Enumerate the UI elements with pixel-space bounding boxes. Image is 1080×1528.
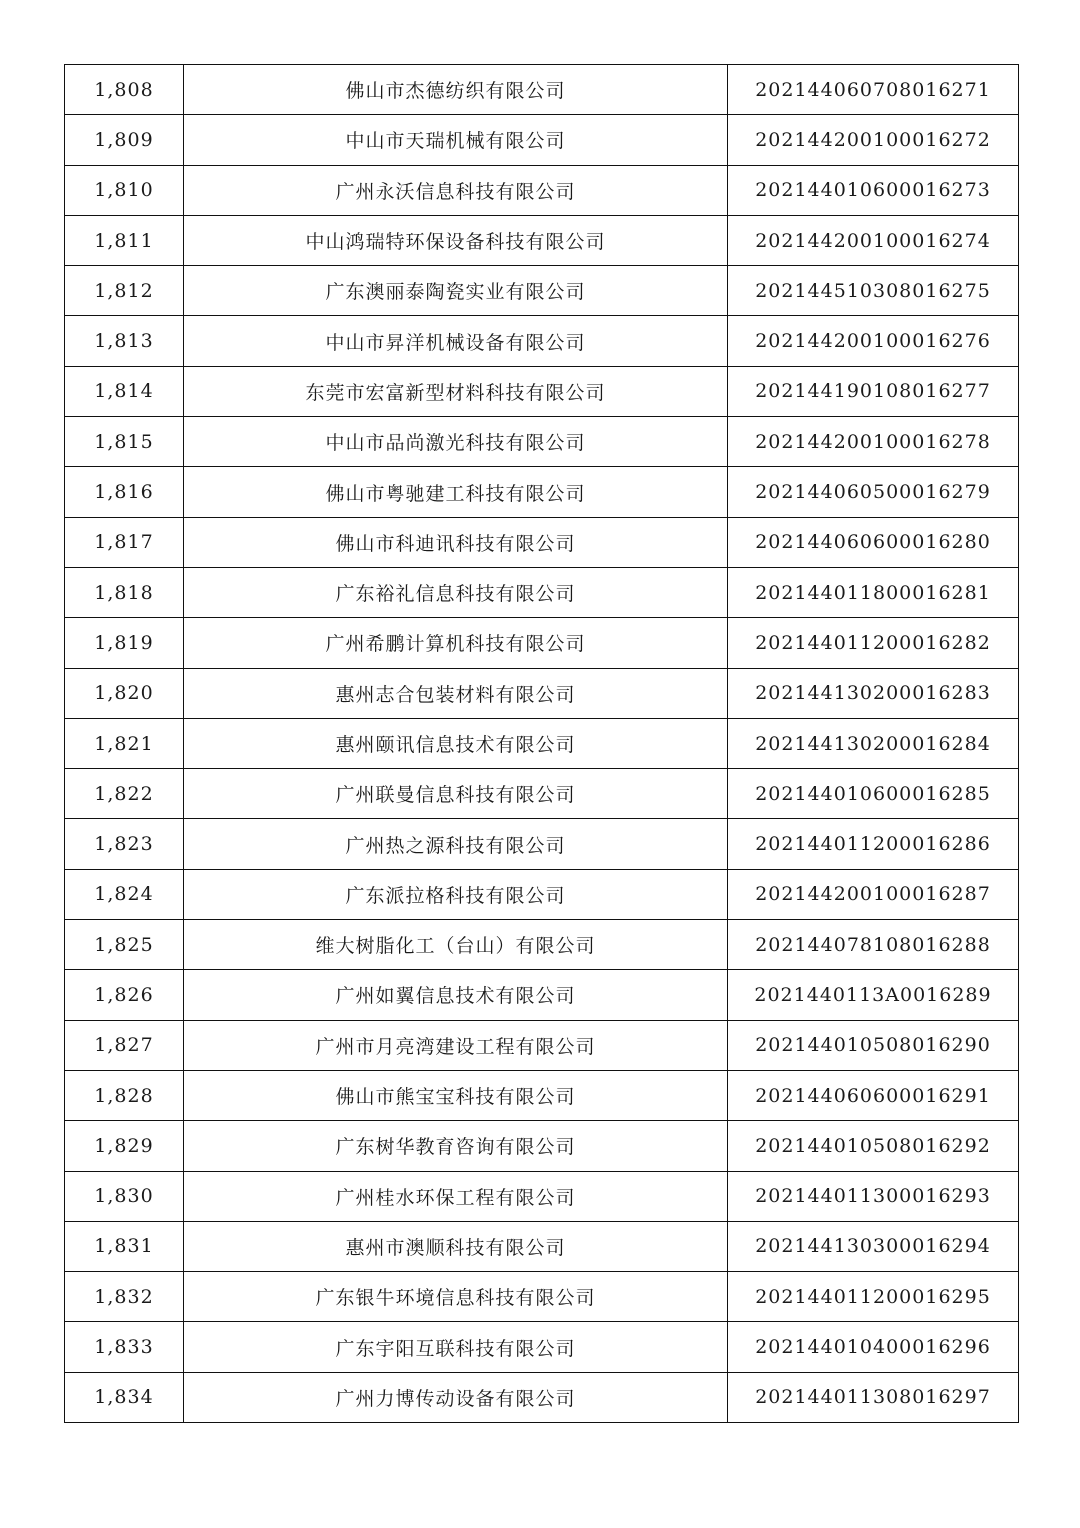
serial-number-cell: 1,815: [65, 417, 184, 467]
company-name-cell: 惠州志合包装材料有限公司: [184, 668, 728, 718]
table-row: [65, 417, 1019, 467]
registration-code-cell: 202144078108016288: [728, 920, 1019, 970]
serial-number-cell: 1,827: [65, 1020, 184, 1070]
registration-code-cell: 202144011200016295: [728, 1272, 1019, 1322]
registration-code-cell: 202144011200016282: [728, 618, 1019, 668]
registration-code-cell: 202144060600016291: [728, 1070, 1019, 1120]
registration-code-cell: 202144200100016276: [728, 316, 1019, 366]
company-name-cell: 广东树华教育咨询有限公司: [184, 1121, 728, 1171]
company-name-cell: 东莞市宏富新型材料科技有限公司: [184, 366, 728, 416]
company-name-cell: 中山市品尚激光科技有限公司: [184, 417, 728, 467]
serial-number-cell: 1,828: [65, 1070, 184, 1120]
registration-code-cell: 202144010508016290: [728, 1020, 1019, 1070]
registration-code-cell: 202144060500016279: [728, 467, 1019, 517]
serial-number-cell: 1,821: [65, 718, 184, 768]
table-row: [65, 215, 1019, 265]
table-row: [65, 819, 1019, 869]
registration-code-cell: 202144060708016271: [728, 65, 1019, 115]
registration-code-cell: 202144190108016277: [728, 366, 1019, 416]
table-row: [65, 517, 1019, 567]
serial-number-cell: 1,811: [65, 215, 184, 265]
company-name-cell: 中山鸿瑞特环保设备科技有限公司: [184, 215, 728, 265]
serial-number-cell: 1,820: [65, 668, 184, 718]
table-row: [65, 668, 1019, 718]
table-row: [65, 618, 1019, 668]
company-name-cell: 广州希鹏计算机科技有限公司: [184, 618, 728, 668]
table-row: [65, 316, 1019, 366]
table-row: [65, 920, 1019, 970]
serial-number-cell: 1,824: [65, 869, 184, 919]
serial-number-cell: 1,808: [65, 65, 184, 115]
serial-number-cell: 1,818: [65, 567, 184, 617]
company-name-cell: 广州永沃信息科技有限公司: [184, 165, 728, 215]
serial-number-cell: 1,823: [65, 819, 184, 869]
serial-number-cell: 1,825: [65, 920, 184, 970]
table-body: [65, 65, 1019, 1423]
company-name-cell: 广东裕礼信息科技有限公司: [184, 567, 728, 617]
company-name-cell: 广州如翼信息技术有限公司: [184, 970, 728, 1020]
serial-number-cell: 1,832: [65, 1272, 184, 1322]
company-name-cell: 佛山市杰德纺织有限公司: [184, 65, 728, 115]
table-row: [65, 1221, 1019, 1271]
table-row: [65, 1272, 1019, 1322]
company-name-cell: 广东澳丽泰陶瓷实业有限公司: [184, 266, 728, 316]
company-name-cell: 广东宇阳互联科技有限公司: [184, 1322, 728, 1372]
company-name-cell: 广州联曼信息科技有限公司: [184, 769, 728, 819]
company-name-cell: 中山市昇洋机械设备有限公司: [184, 316, 728, 366]
registration-code-cell: 202144011300016293: [728, 1171, 1019, 1221]
registration-code-cell: 202144200100016278: [728, 417, 1019, 467]
company-name-cell: 佛山市科迪讯科技有限公司: [184, 517, 728, 567]
table-row: [65, 1372, 1019, 1422]
serial-number-cell: 1,834: [65, 1372, 184, 1422]
registration-code-cell: 202144130200016283: [728, 668, 1019, 718]
company-name-cell: 惠州颐讯信息技术有限公司: [184, 718, 728, 768]
serial-number-cell: 1,814: [65, 366, 184, 416]
registration-code-cell: 202144011800016281: [728, 567, 1019, 617]
registration-code-cell: 202144011200016286: [728, 819, 1019, 869]
serial-number-cell: 1,819: [65, 618, 184, 668]
serial-number-cell: 1,810: [65, 165, 184, 215]
table-row: [65, 266, 1019, 316]
company-name-cell: 广州力博传动设备有限公司: [184, 1372, 728, 1422]
registration-code-cell: 202144130200016284: [728, 718, 1019, 768]
company-list-table: [64, 64, 1019, 1423]
company-name-cell: 佛山市熊宝宝科技有限公司: [184, 1070, 728, 1120]
registration-code-cell: 202144010600016285: [728, 769, 1019, 819]
registration-code-cell: 202144011308016297: [728, 1372, 1019, 1422]
table-row: [65, 869, 1019, 919]
table-row: [65, 115, 1019, 165]
registration-code-cell: 2021440113A0016289: [728, 970, 1019, 1020]
serial-number-cell: 1,830: [65, 1171, 184, 1221]
serial-number-cell: 1,813: [65, 316, 184, 366]
company-name-cell: 广州市月亮湾建设工程有限公司: [184, 1020, 728, 1070]
registration-code-cell: 202144010600016273: [728, 165, 1019, 215]
serial-number-cell: 1,831: [65, 1221, 184, 1271]
table-row: [65, 769, 1019, 819]
serial-number-cell: 1,829: [65, 1121, 184, 1171]
company-name-cell: 广东银牛环境信息科技有限公司: [184, 1272, 728, 1322]
company-name-cell: 中山市天瑞机械有限公司: [184, 115, 728, 165]
serial-number-cell: 1,826: [65, 970, 184, 1020]
registration-code-cell: 202144200100016274: [728, 215, 1019, 265]
table-row: [65, 1070, 1019, 1120]
table-row: [65, 366, 1019, 416]
table-row: [65, 1322, 1019, 1372]
serial-number-cell: 1,809: [65, 115, 184, 165]
table-row: [65, 1020, 1019, 1070]
table-row: [65, 567, 1019, 617]
registration-code-cell: 202144060600016280: [728, 517, 1019, 567]
registration-code-cell: 202144200100016287: [728, 869, 1019, 919]
company-name-cell: 广东派拉格科技有限公司: [184, 869, 728, 919]
table-row: [65, 970, 1019, 1020]
table-row: [65, 467, 1019, 517]
serial-number-cell: 1,816: [65, 467, 184, 517]
serial-number-cell: 1,833: [65, 1322, 184, 1372]
serial-number-cell: 1,812: [65, 266, 184, 316]
table-row: [65, 1171, 1019, 1221]
registration-code-cell: 202144510308016275: [728, 266, 1019, 316]
registration-code-cell: 202144010400016296: [728, 1322, 1019, 1372]
table-row: [65, 1121, 1019, 1171]
registration-code-cell: 202144200100016272: [728, 115, 1019, 165]
company-name-cell: 维大树脂化工（台山）有限公司: [184, 920, 728, 970]
company-name-cell: 佛山市粤驰建工科技有限公司: [184, 467, 728, 517]
serial-number-cell: 1,817: [65, 517, 184, 567]
company-name-cell: 广州热之源科技有限公司: [184, 819, 728, 869]
table-row: [65, 718, 1019, 768]
company-name-cell: 惠州市澳顺科技有限公司: [184, 1221, 728, 1271]
registration-code-cell: 202144010508016292: [728, 1121, 1019, 1171]
company-name-cell: 广州桂水环保工程有限公司: [184, 1171, 728, 1221]
table-row: [65, 165, 1019, 215]
table-row: [65, 65, 1019, 115]
registration-code-cell: 202144130300016294: [728, 1221, 1019, 1271]
serial-number-cell: 1,822: [65, 769, 184, 819]
